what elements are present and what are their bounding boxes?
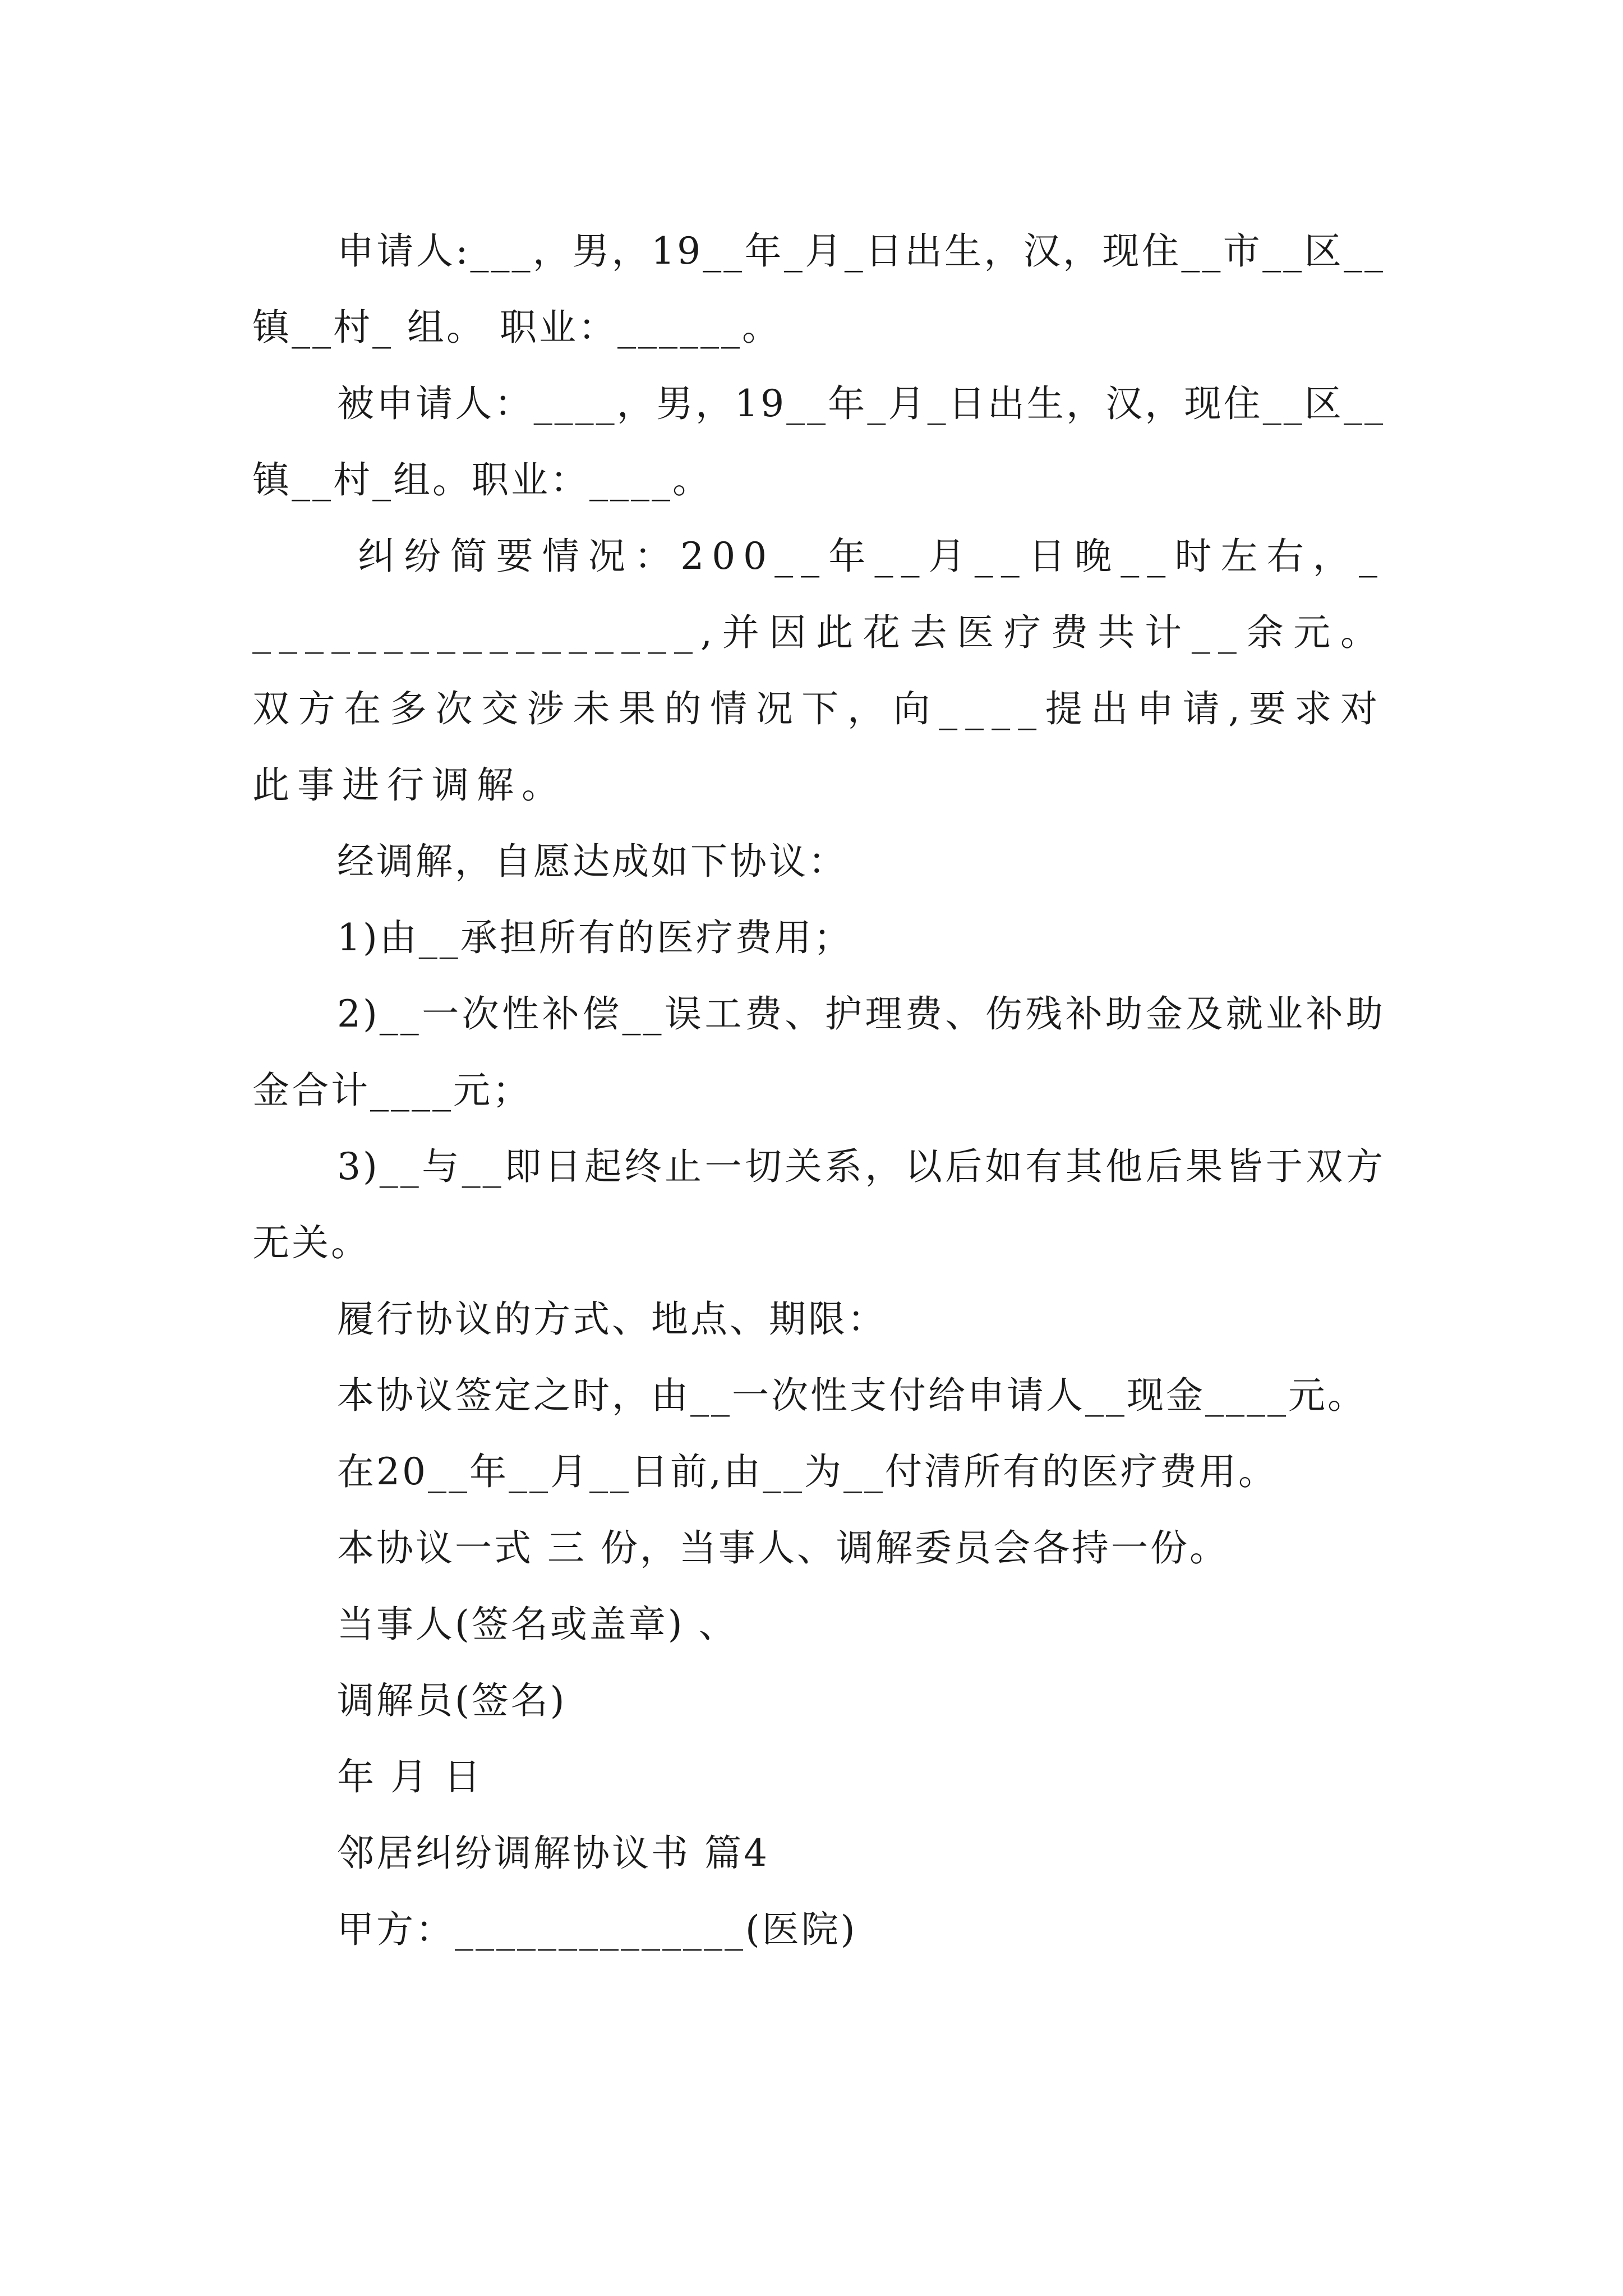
- section-title: 邻居纠纷调解协议书 篇4: [337, 1832, 769, 1875]
- respondent-paragraph: 被申请人：____，男，19__年_月_日出生，汉，现住__区__镇__村_组。职业：____。: [252, 382, 1385, 501]
- mediator-signature-line: 调解员(签名): [337, 1679, 567, 1722]
- copies-paragraph: 本协议一式 三 份，当事人、调解委员会各持一份。: [337, 1526, 1229, 1570]
- party-a-line: 甲方：______________(医院): [337, 1908, 857, 1951]
- performance-heading-paragraph: 履行协议的方式、地点、期限：: [337, 1297, 887, 1341]
- agreement-intro-paragraph: 经调解，自愿达成如下协议：: [337, 840, 847, 883]
- agreement-clause-2: 2)__一次性补偿__误工费、护理费、伤残补助金及就业补助金合计____元；: [252, 992, 1385, 1112]
- dispute-summary-paragraph: 纠纷简要情况：200__年__月__日晚__时左右，__________________,并因此花去医疗费共计__余元。双方在多次交涉未果的情况下，向____提出申请,要求对此事进行调解。: [252, 535, 1385, 807]
- agreement-clause-3: 3)__与__即日起终止一切关系，以后如有其他后果皆于双方无关。: [252, 1145, 1385, 1264]
- agreement-clause-1: 1)由__承担所有的医疗费用；: [337, 916, 853, 959]
- deadline-paragraph: 在20__年__月__日前,由__为__付清所有的医疗费用。: [337, 1450, 1278, 1493]
- document-body: [252, 213, 1385, 1968]
- payment-paragraph: 本协议签定之时，由__一次性支付给申请人__现金____元。: [337, 1374, 1367, 1417]
- applicant-paragraph: 申请人:___，男，19__年_月_日出生，汉，现住__市__区__镇__村_ 组。 职业：______。: [252, 229, 1385, 349]
- date-line: 年 月 日: [337, 1755, 483, 1798]
- parties-signature-line: 当事人(签名或盖章) 、: [337, 1603, 738, 1646]
